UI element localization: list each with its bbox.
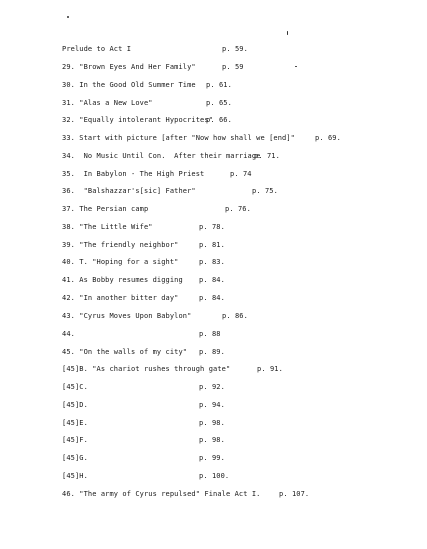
- toc-entry: [62, 383, 225, 391]
- entry-page: p. 100.: [199, 472, 230, 480]
- entry-label: 33. Start with picture [after "Now how shall we [end]": [62, 134, 295, 142]
- toc-entry: [62, 454, 225, 462]
- entry-page: p. 71.: [254, 152, 280, 160]
- entry-label: 32. "Equally intolerant Hypocrites": [62, 116, 214, 124]
- toc-entry: [62, 63, 244, 71]
- entry-label: 37. The Persian camp: [62, 205, 149, 213]
- toc-entry: [62, 294, 225, 302]
- toc-entry: [62, 419, 225, 427]
- entry-label: 35. In Babylon - The High Priest: [62, 170, 205, 178]
- entry-page: p. 98.: [199, 419, 225, 427]
- entry-label: 41. As Bobby resumes digging: [62, 276, 183, 284]
- entry-page: p. 59: [222, 63, 244, 71]
- scan-speck: [287, 31, 288, 35]
- toc-entry: [62, 365, 283, 373]
- toc-entry: [62, 330, 221, 338]
- entry-label: 42. "In another bitter day": [62, 294, 179, 302]
- entry-page: p. 88: [199, 330, 221, 338]
- entry-page: p. 89.: [199, 348, 225, 356]
- toc-entry: [62, 45, 248, 53]
- scan-speck: [67, 16, 69, 18]
- toc-entry: [62, 99, 232, 107]
- entry-label: 40. T. "Hoping for a sight": [62, 258, 179, 266]
- toc-entry: [62, 170, 252, 178]
- entry-label: [45]D.: [62, 401, 88, 409]
- entry-page: p. 59.: [222, 45, 248, 53]
- entry-label: 34. No Music Until Con. After their marriage: [62, 152, 261, 160]
- toc-entry: [62, 134, 341, 142]
- entry-label: [45]E.: [62, 419, 88, 427]
- toc-entry: [62, 152, 280, 160]
- entry-page: p. 83.: [199, 258, 225, 266]
- entry-page: p. 65.: [206, 99, 232, 107]
- entry-label: 45. "On the walls of my city": [62, 348, 188, 356]
- entry-label: 29. "Brown Eyes And Her Family": [62, 63, 196, 71]
- toc-entry: [62, 205, 251, 213]
- toc-entry: [62, 81, 232, 89]
- toc-entry: [62, 490, 310, 498]
- entry-page: p. 78.: [199, 223, 225, 231]
- entry-page: p. 98.: [199, 436, 225, 444]
- entry-label: [45]C.: [62, 383, 88, 391]
- entry-label: [45]F.: [62, 436, 88, 444]
- entry-label: 43. "Cyrus Moves Upon Babylon": [62, 312, 192, 320]
- entry-page: p. 69.: [315, 134, 341, 142]
- entry-label: [45]H.: [62, 472, 88, 480]
- toc-entry: [62, 312, 248, 320]
- entry-label: 44.: [62, 330, 75, 338]
- toc-entry: [62, 472, 230, 480]
- entry-page: p. 81.: [199, 241, 225, 249]
- entry-page: p. 76.: [225, 205, 251, 213]
- entry-label: 36. "Balshazzar's[sic] Father": [62, 187, 196, 195]
- entry-page: p. 74: [230, 170, 252, 178]
- toc-entry: [62, 223, 225, 231]
- toc-entry: [62, 348, 225, 356]
- entry-page: p. 61.: [206, 81, 232, 89]
- toc-entry: [62, 187, 278, 195]
- entry-page: p. 91.: [257, 365, 283, 373]
- toc-entry: [62, 401, 225, 409]
- entry-label: 38. "The Little Wife": [62, 223, 153, 231]
- entry-label: [45]G.: [62, 454, 88, 462]
- scan-speck: [295, 66, 297, 67]
- entry-page: p. 99.: [199, 454, 225, 462]
- entry-page: p. 94.: [199, 401, 225, 409]
- entry-page: p. 75.: [252, 187, 278, 195]
- entry-label: [45]B. "As chariot rushes through gate": [62, 365, 231, 373]
- entry-page: p. 66.: [206, 116, 232, 124]
- toc-entry: [62, 241, 225, 249]
- toc-entry: [62, 436, 225, 444]
- entry-page: p. 84.: [199, 276, 225, 284]
- entry-label: 46. "The army of Cyrus repulsed" Finale Act I.: [62, 490, 261, 498]
- toc-entry: [62, 116, 232, 124]
- entry-label: Prelude to Act I: [62, 45, 132, 53]
- toc-entry: [62, 258, 225, 266]
- entry-page: p. 107.: [279, 490, 310, 498]
- entry-page: p. 84.: [199, 294, 225, 302]
- entry-page: p. 86.: [222, 312, 248, 320]
- entry-label: 31. "Alas a New Love": [62, 99, 153, 107]
- entry-page: p. 92.: [199, 383, 225, 391]
- entry-label: 39. "The friendly neighbor": [62, 241, 179, 249]
- entry-label: 30. In the Good Old Summer Time: [62, 81, 196, 89]
- toc-entry: [62, 276, 225, 284]
